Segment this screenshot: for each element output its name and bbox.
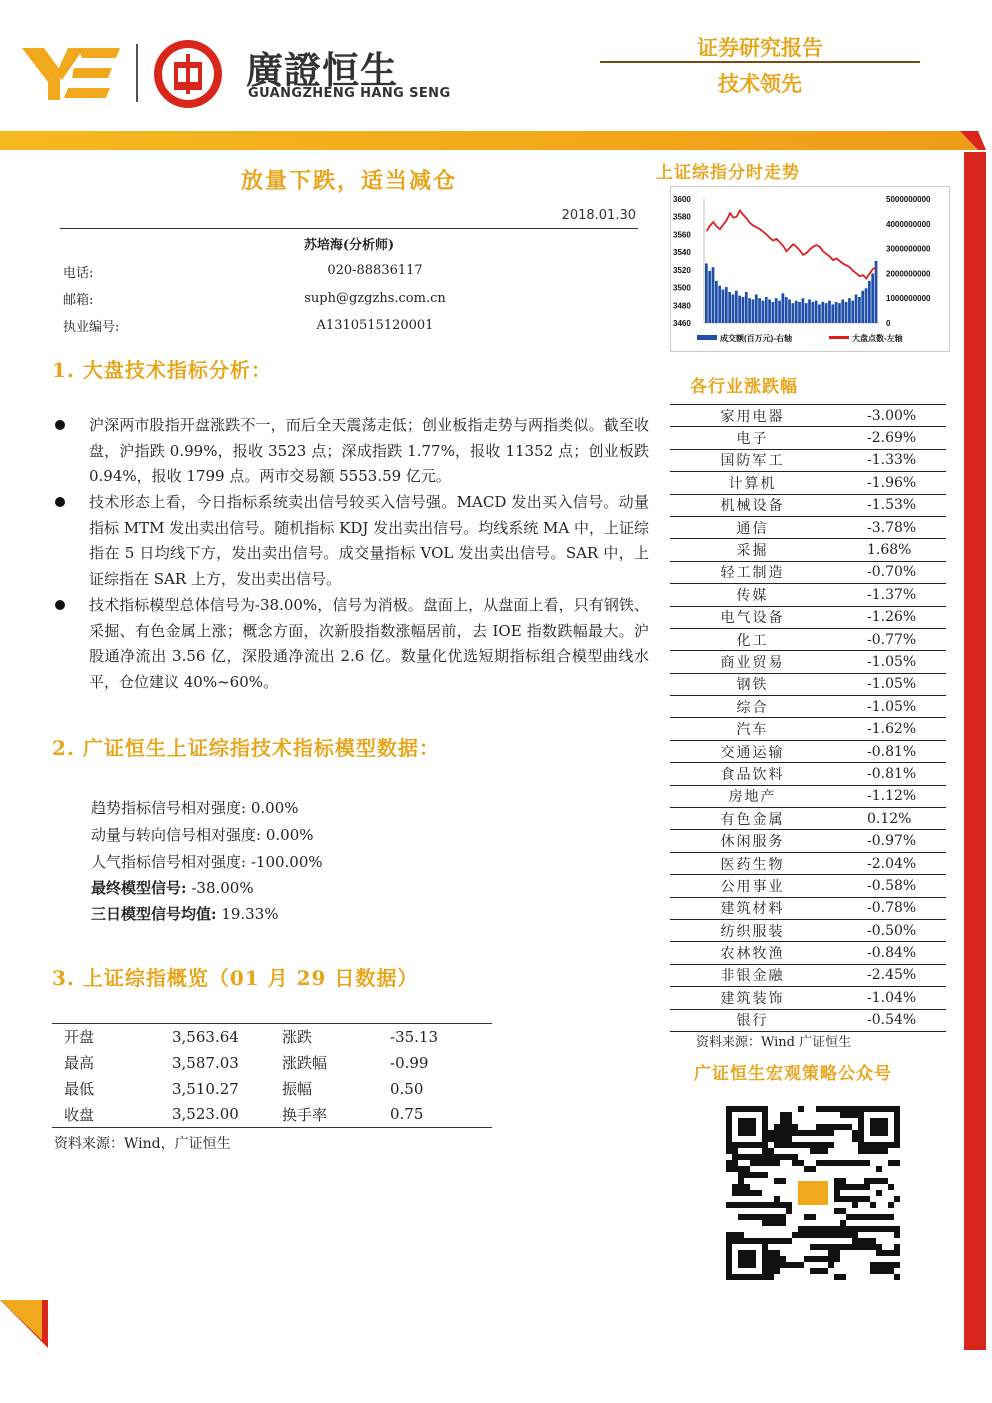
email-label: 邮箱: xyxy=(63,293,94,308)
right-accent-bar xyxy=(964,152,986,1350)
industry-change: -3.78% xyxy=(835,516,946,538)
industry-change: -0.58% xyxy=(835,875,946,897)
table-row xyxy=(670,808,946,830)
industry-change: -1.12% xyxy=(835,785,946,807)
section3-heading: 3. 上证综指概览（01 月 29 日数据） xyxy=(52,966,419,990)
table-row xyxy=(670,405,946,427)
volume-bar xyxy=(845,302,848,323)
table-cell: 3,510.27 xyxy=(172,1079,239,1098)
table-row xyxy=(670,718,946,740)
volume-bar xyxy=(875,261,878,323)
volume-bar xyxy=(735,291,738,323)
table-row xyxy=(670,427,946,449)
table-row xyxy=(52,1024,492,1050)
title-rule xyxy=(60,228,638,229)
chart-right-tick-label: 3000000000 xyxy=(886,244,931,254)
industry-name: 商业贸易 xyxy=(670,651,835,673)
industry-change: 1.68% xyxy=(835,539,946,561)
chart-left-tick-label: 3560 xyxy=(673,230,691,240)
table-row xyxy=(670,1009,946,1031)
volume-bar xyxy=(728,292,731,323)
volume-bar xyxy=(718,286,721,323)
chart-title: 上证综指分时走势 xyxy=(656,163,800,183)
industry-change: -0.97% xyxy=(835,830,946,852)
chart-left-tick-label: 3460 xyxy=(673,319,691,328)
table-cell: 最高 xyxy=(64,1054,95,1072)
volume-bar xyxy=(752,299,755,323)
chart-left-tick-label: 3580 xyxy=(673,212,691,222)
industry-change: -1.37% xyxy=(835,584,946,606)
volume-bar xyxy=(841,299,844,323)
volume-bar xyxy=(725,287,728,323)
industry-name: 家用电器 xyxy=(670,405,835,427)
signal-value: 19.33% xyxy=(221,905,279,923)
signal-value: 0.00% xyxy=(250,799,299,817)
table-cell: 开盘 xyxy=(64,1028,95,1047)
hang-seng-seal-icon xyxy=(152,38,224,110)
index-overview-table xyxy=(52,1023,492,1128)
industry-change: -1.05% xyxy=(835,651,946,673)
analyst-name: 苏培海(分析师) xyxy=(303,238,395,253)
overview-source: 资料来源：Wind，广证恒生 xyxy=(54,1136,231,1152)
industry-change: -1.26% xyxy=(835,606,946,628)
table-cell: -35.13 xyxy=(390,1027,439,1046)
signal-line-momentum xyxy=(91,824,314,845)
industry-change: -0.70% xyxy=(835,561,946,583)
ye-logo-icon xyxy=(22,40,122,102)
legend-label-volume: 成交额(百万元)-右轴 xyxy=(720,334,792,343)
table-cell: 3,563.64 xyxy=(172,1027,239,1046)
industry-change: -0.50% xyxy=(835,919,946,941)
table-cell: 收盘 xyxy=(64,1105,95,1124)
industry-name: 计算机 xyxy=(670,472,835,494)
signal-line-three-day xyxy=(91,903,279,924)
signal-line-sentiment xyxy=(91,851,323,872)
volume-bar xyxy=(792,303,795,323)
table-row xyxy=(670,539,946,561)
volume-bar xyxy=(795,301,798,323)
industry-name: 通信 xyxy=(670,516,835,538)
industry-name: 传媒 xyxy=(670,584,835,606)
table-cell: 0.50 xyxy=(390,1079,424,1098)
volume-bar xyxy=(745,292,748,323)
volume-bar xyxy=(708,271,711,323)
volume-bar xyxy=(818,304,821,323)
table-row xyxy=(670,628,946,650)
intraday-chart xyxy=(670,186,950,352)
industry-change: -0.77% xyxy=(835,628,946,650)
volume-bar xyxy=(762,301,765,323)
volume-bar xyxy=(755,294,758,323)
industry-name: 采掘 xyxy=(670,539,835,561)
industry-change: -1.96% xyxy=(835,472,946,494)
volume-bar xyxy=(758,298,761,323)
industry-name: 钢铁 xyxy=(670,673,835,695)
industry-name: 综合 xyxy=(670,696,835,718)
signal-value: -38.00% xyxy=(191,879,254,897)
signal-label: 趋势指标信号相对强度: xyxy=(91,799,247,817)
table-cell: 3,523.00 xyxy=(172,1105,239,1124)
industry-change: -2.69% xyxy=(835,427,946,449)
legend-label-index: 大盘点数-左轴 xyxy=(852,334,903,343)
volume-bar xyxy=(828,301,831,323)
chart-right-tick-label: 0 xyxy=(886,319,891,328)
chart-right-tick-label: 4000000000 xyxy=(886,219,931,229)
section1-heading: 1. 大盘技术指标分析： xyxy=(52,358,272,382)
signal-line-trend xyxy=(91,797,299,818)
table-row xyxy=(670,740,946,762)
table-row xyxy=(670,897,946,919)
table-row xyxy=(670,584,946,606)
table-row xyxy=(670,449,946,471)
bullet-dot xyxy=(55,600,65,610)
industry-change: -1.04% xyxy=(835,987,946,1009)
table-row xyxy=(670,516,946,538)
signal-value: 0.00% xyxy=(265,826,314,844)
table-row xyxy=(670,763,946,785)
volume-bar xyxy=(868,281,871,323)
section2-heading: 2. 广证恒生上证综指技术指标模型数据： xyxy=(52,736,440,760)
phone-value: 020-88836117 xyxy=(327,263,423,278)
brand-name-cn: 廣證恒生 xyxy=(246,49,398,92)
chart-left-tick-label: 3500 xyxy=(673,283,691,293)
table-row xyxy=(670,606,946,628)
industry-name: 公用事业 xyxy=(670,875,835,897)
industry-name: 非银金融 xyxy=(670,964,835,986)
industry-name: 电气设备 xyxy=(670,606,835,628)
table-cell: 0.75 xyxy=(390,1105,424,1124)
table-row xyxy=(52,1102,492,1128)
volume-bar xyxy=(765,297,768,323)
table-row xyxy=(52,1050,492,1076)
signal-label: 动量与转向信号相对强度: xyxy=(91,826,262,844)
table-cell: -0.99 xyxy=(390,1053,429,1072)
industry-name: 食品饮料 xyxy=(670,763,835,785)
industry-name: 银行 xyxy=(670,1009,835,1031)
email-value: suph@gzgzhs.com.cn xyxy=(304,291,446,306)
table-row xyxy=(670,987,946,1009)
signal-label: 人气指标信号相对强度: xyxy=(91,853,247,871)
volume-bar xyxy=(838,303,841,323)
industry-change: -0.81% xyxy=(835,763,946,785)
table-row xyxy=(52,1076,492,1102)
volume-bar xyxy=(738,296,741,323)
volume-bar xyxy=(715,281,718,323)
section1-paragraph-3: 技术指标模型总体信号为-38.00%，信号为消极。盘面上，从盘面上看，只有钢铁、采掘、有色金属上涨；概念方面，次新股指数涨幅居前，去 IOE 指数跌幅最大。沪股通净流出 3.56 亿，深股通净流出 2.6 亿。数量化优选短期指标组合模型曲线水平，仓位建议 40%~60%。 xyxy=(89,596,649,691)
chart-right-tick-label: 5000000000 xyxy=(886,195,931,204)
volume-bar xyxy=(848,298,851,323)
chart-left-tick-label: 3540 xyxy=(673,248,691,258)
volume-bar xyxy=(815,301,818,323)
industry-name: 化工 xyxy=(670,628,835,650)
brand-name-en: GUANGZHENG HANG SENG xyxy=(248,86,451,101)
industry-source: 资料来源：Wind 广证恒生 xyxy=(696,1035,852,1050)
volume-bar xyxy=(748,298,751,323)
table-row xyxy=(670,942,946,964)
volume-bar xyxy=(835,302,838,323)
volume-bar xyxy=(722,290,725,323)
volume-bar xyxy=(785,297,788,323)
industry-name: 有色金属 xyxy=(670,808,835,830)
chart-left-tick-label: 3480 xyxy=(673,301,691,311)
bullet-dot xyxy=(55,420,65,430)
logo-divider xyxy=(136,44,138,102)
signal-line-final xyxy=(91,877,254,898)
table-row xyxy=(670,875,946,897)
industry-change: -1.53% xyxy=(835,494,946,516)
table-cell: 3,587.03 xyxy=(172,1053,239,1072)
industry-name: 轻工制造 xyxy=(670,561,835,583)
table-row xyxy=(670,673,946,695)
table-row xyxy=(670,830,946,852)
report-type-rule xyxy=(600,61,920,63)
corner-triangle xyxy=(0,1300,52,1352)
volume-bar xyxy=(825,303,828,323)
section1-paragraph-1: 沪深两市股指开盘涨跌不一，而后全天震荡走低；创业板指走势与两指类似。截至收盘，沪指跌 0.99%，报收 3523 点；深成指跌 1.77%，报收 11352 点；创业板跌 0.94%，报收 1799 点。两市交易额 5553.59 亿元。 xyxy=(89,416,649,485)
industry-name: 交通运输 xyxy=(670,740,835,762)
industry-change: -1.33% xyxy=(835,449,946,471)
volume-bar xyxy=(772,302,775,323)
industry-name: 国防军工 xyxy=(670,449,835,471)
volume-bar xyxy=(768,299,771,323)
table-cell: 振幅 xyxy=(282,1080,313,1098)
industry-name: 建筑材料 xyxy=(670,897,835,919)
industry-change: -0.81% xyxy=(835,740,946,762)
volume-bar xyxy=(811,302,814,323)
industry-change: -2.45% xyxy=(835,964,946,986)
industry-change: 0.12% xyxy=(835,808,946,830)
signal-label: 三日模型信号均值: xyxy=(91,905,217,923)
table-cell: 换手率 xyxy=(282,1105,328,1124)
industry-name: 休闲服务 xyxy=(670,830,835,852)
industry-change: -0.54% xyxy=(835,1009,946,1031)
legend-swatch-volume xyxy=(697,335,717,340)
volume-bar xyxy=(858,297,861,323)
volume-bar xyxy=(808,299,811,323)
industry-name: 电子 xyxy=(670,427,835,449)
volume-bar xyxy=(742,297,745,323)
volume-bar xyxy=(782,293,785,323)
section1-paragraph-2: 技术形态上看，今日指标系统卖出信号较买入信号强。MACD 发出买入信号。动量指标 MTM 发出卖出信号。随机指标 KDJ 发出卖出信号。均线系统 MA 中，上证综指在 5 日均线下方，发出卖出信号。成交量指标 VOL 发出卖出信号。SAR 中，上证综指在 SAR 上方，发出卖出信号。 xyxy=(89,493,649,588)
volume-bar xyxy=(801,298,804,323)
volume-bar xyxy=(871,273,874,323)
signal-value: -100.00% xyxy=(250,853,323,871)
industry-table xyxy=(670,404,946,1032)
index-line xyxy=(707,211,877,279)
volume-bar xyxy=(732,294,735,323)
volume-bar xyxy=(778,301,781,323)
volume-bar xyxy=(788,299,791,323)
table-row xyxy=(670,919,946,941)
volume-bar xyxy=(851,301,854,323)
chart-right-tick-label: 1000000000 xyxy=(886,294,931,304)
industry-name: 建筑装饰 xyxy=(670,987,835,1009)
license-label: 执业编号: xyxy=(63,320,120,335)
document-date: 2018.01.30 xyxy=(561,208,636,223)
table-cell: 最低 xyxy=(64,1080,95,1098)
qr-code-icon xyxy=(726,1106,900,1280)
volume-bar xyxy=(775,298,778,323)
industry-name: 房地产 xyxy=(670,785,835,807)
table-row xyxy=(670,651,946,673)
volume-bar xyxy=(855,294,858,323)
volume-bar xyxy=(821,302,824,323)
industry-heading: 各行业涨跌幅 xyxy=(690,377,798,397)
license-value: A1310515120001 xyxy=(316,318,434,333)
table-row xyxy=(670,472,946,494)
industry-change: -1.62% xyxy=(835,718,946,740)
industry-name: 医药生物 xyxy=(670,852,835,874)
phone-label: 电话: xyxy=(63,266,94,281)
table-row xyxy=(670,561,946,583)
industry-change: -1.05% xyxy=(835,696,946,718)
intraday-chart-svg xyxy=(671,187,949,351)
report-type: 证券研究报告 xyxy=(697,36,823,60)
table-row xyxy=(670,964,946,986)
bullet-dot xyxy=(55,497,65,507)
table-row xyxy=(670,494,946,516)
table-row xyxy=(670,852,946,874)
volume-bar xyxy=(861,291,864,323)
document-title: 放量下跌，适当减仓 xyxy=(240,168,457,194)
table-row xyxy=(670,785,946,807)
industry-change: -1.05% xyxy=(835,673,946,695)
industry-change: -2.04% xyxy=(835,852,946,874)
industry-change: -0.78% xyxy=(835,897,946,919)
industry-name: 汽车 xyxy=(670,718,835,740)
industry-name: 机械设备 xyxy=(670,494,835,516)
volume-bar xyxy=(805,303,808,323)
chart-right-tick-label: 2000000000 xyxy=(886,269,931,279)
volume-bar xyxy=(831,304,834,323)
industry-name: 纺织服装 xyxy=(670,919,835,941)
industry-name: 农林牧渔 xyxy=(670,942,835,964)
legend-swatch-index xyxy=(829,336,849,339)
table-row xyxy=(670,696,946,718)
qr-heading: 广证恒生宏观策略公众号 xyxy=(694,1064,892,1084)
volume-bar xyxy=(798,302,801,323)
volume-bar xyxy=(712,267,715,323)
report-subtype: 技术领先 xyxy=(718,72,802,96)
chart-left-tick-label: 3600 xyxy=(673,195,691,204)
industry-change: -0.84% xyxy=(835,942,946,964)
table-cell: 涨跌幅 xyxy=(282,1054,328,1072)
volume-bar xyxy=(865,288,868,323)
signal-label: 最终模型信号: xyxy=(91,879,187,897)
volume-bar xyxy=(705,263,708,323)
table-cell: 涨跌 xyxy=(282,1028,313,1047)
industry-change: -3.00% xyxy=(835,405,946,427)
chart-left-tick-label: 3520 xyxy=(673,265,691,275)
